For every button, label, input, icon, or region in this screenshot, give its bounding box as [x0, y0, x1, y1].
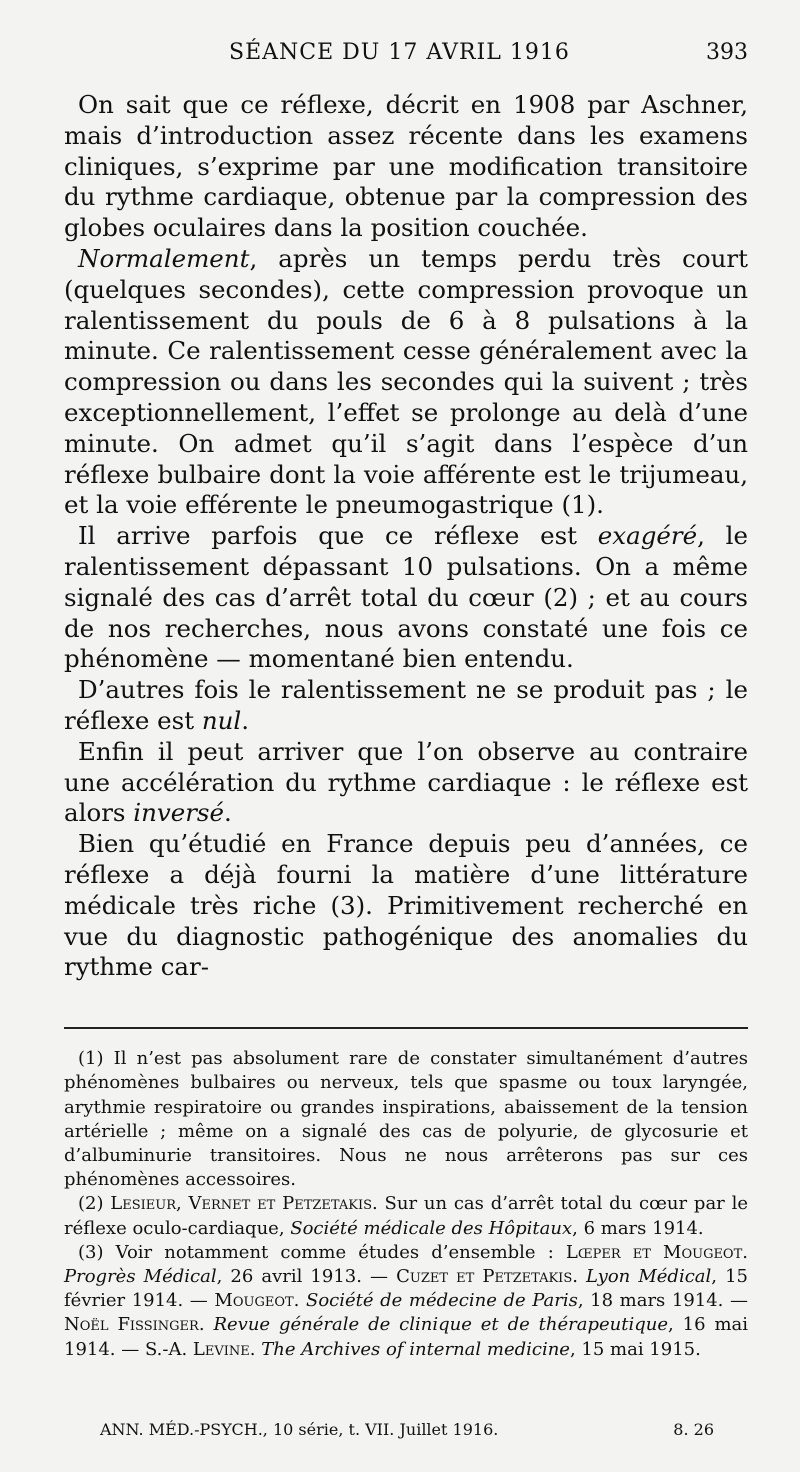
- author-name: S.-A. Levine.: [144, 1338, 256, 1360]
- footnote: [64, 1192, 748, 1240]
- page-header: [64, 40, 748, 74]
- author-name: Cuzet et Petzetakis.: [396, 1265, 578, 1287]
- text-run: [578, 1266, 586, 1287]
- text-run: (2): [78, 1193, 111, 1215]
- text-run: D’autres fois le ralentissement ne se produit pas ; le réflexe est: [64, 675, 748, 735]
- text-run: .: [224, 798, 232, 828]
- text-run: , après un temps perdu très court (quelques secondes), cette compression provoque un ralentissement du pouls de 6 à 8 pulsations à la minute. Ce ralentissement cesse généralement avec la compression ou dans les secondes qui la suivent ; très exceptionnellement, l’effet se prolonge au delà d’une minute. On admet qu’il s’agit dans l’espèce d’un réflexe bulbaire dont la voie afférente est le trijumeau, et la voie efférente le pneumogastrique (1).: [64, 243, 748, 520]
- footnotes: [64, 1047, 748, 1362]
- text-run: , 16 mai 1914. —: [64, 1314, 748, 1360]
- italic-text: Revue générale de clinique et de thérapeutique: [213, 1314, 668, 1336]
- author-name: Mougeot.: [214, 1290, 300, 1312]
- text-run: , 6 mars 1914.: [572, 1217, 704, 1239]
- text-run: , 18 mars 1914. —: [577, 1290, 748, 1312]
- author-name: Lesieur, Vernet et Petzetakis.: [110, 1193, 378, 1215]
- italic-text: Progrès Médical: [64, 1265, 217, 1287]
- italic-text: nul: [201, 705, 242, 735]
- text-run: Il arrive parfois que ce réflexe est: [78, 521, 598, 551]
- italic-text: Normalement: [78, 243, 250, 273]
- paragraph: [64, 829, 748, 983]
- text-run: (3) Voir notamment comme études d’ensemble :: [78, 1241, 566, 1263]
- italic-text: Société de médecine de Paris: [305, 1290, 578, 1312]
- text-run: Sur un cas d’arrêt total du cœur par le réflexe oculo-cardiaque,: [64, 1193, 748, 1239]
- page-footer: [100, 1420, 714, 1439]
- journal-signature: ANN. MÉD.-PSYCH., 10 série, t. VII. Juillet 1916.: [100, 1420, 499, 1439]
- italic-text: Société médicale des Hôpitaux: [290, 1217, 573, 1239]
- italic-text: exagéré: [597, 521, 698, 551]
- running-title: SÉANCE DU 17 AVRIL 1916: [229, 40, 570, 65]
- text-run: Enfin il peut arriver que l’on observe au contraire une accélération du rythme cardiaque : le réflexe est alors: [64, 736, 748, 828]
- italic-text: The Archives of internal medicine: [261, 1338, 570, 1360]
- italic-text: Lyon Médical: [586, 1265, 712, 1287]
- paragraph: [64, 675, 748, 737]
- text-run: Bien qu’étudié en France depuis peu d’années, ce réflexe a déjà fourni la matière d’une littérature médicale très riche (3). Primitivement recherché en vue du diagnostic pathogénique des anomalies du rythme car-: [64, 829, 748, 982]
- text-run: , le ralentissement dépassant 10 pulsations. On a même signalé des cas d’arrêt total du cœur (2) ; et au cours de nos recherches, nous avons constaté une fois ce phénomène — momentané bien entendu.: [64, 521, 748, 674]
- main-text: [64, 90, 748, 983]
- author-name: Noël Fissinger.: [64, 1314, 205, 1336]
- paragraph: [64, 90, 748, 244]
- italic-text: inversé: [133, 798, 225, 828]
- page-number: 393: [706, 40, 748, 65]
- paragraph: [64, 521, 748, 675]
- text-run: , 15 mai 1915.: [569, 1338, 701, 1360]
- text-run: .: [241, 705, 250, 735]
- text-run: [299, 1290, 306, 1311]
- text-run: , 15 février 1914. —: [64, 1265, 748, 1312]
- paragraph: [64, 737, 748, 829]
- footnote: [64, 1241, 748, 1362]
- author-name: Lœper et Mougeot.: [565, 1241, 748, 1263]
- footnote-divider: [64, 1027, 748, 1029]
- sheet-signature: 8. 26: [673, 1420, 714, 1439]
- text-run: (1) Il n’est pas absolument rare de constater simultanément d’autres phénomènes bulbaires ou nerveux, tels que spasme ou toux laryngée, arythmie respiratoire ou grandes inspirations, abaissement de la tension artérielle ; même on a signalé des cas de polyurie, de glycosurie et d’albuminurie transitoires. Nous ne nous arrêterons pas sur ces phénomènes accessoires.: [64, 1048, 748, 1191]
- text-run: , 26 avril 1913. —: [216, 1265, 397, 1287]
- paragraph: [64, 244, 748, 521]
- text-run: On sait que ce réflexe, décrit en 1908 par Aschner, mais d’introduction assez récente dans les examens cliniques, s’exprime par une modification transitoire du rythme cardiaque, obtenue par la compression des globes oculaires dans la position couchée.: [64, 90, 748, 243]
- footnote: [64, 1047, 748, 1192]
